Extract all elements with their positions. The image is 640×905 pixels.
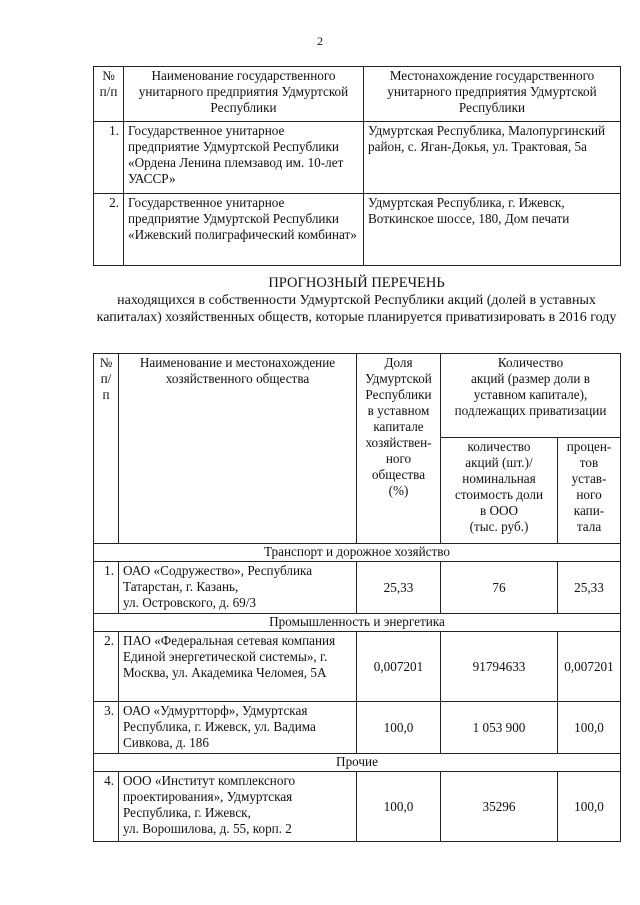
row-num: 4. [94,772,119,842]
table-row [94,702,621,754]
percent-value: 25,33 [558,562,621,614]
share-value: 100,0 [357,772,441,842]
enterprises-table [93,66,621,266]
section-industry: Промышленность и энергетика [94,614,621,632]
shares-table [93,353,621,842]
table-header-row [94,67,621,122]
company-name: ПАО «Федеральная сетевая компания Единой энергетической системы», г. Москва, ул. Академика Челомея, 5А [119,632,357,702]
count-value: 35296 [441,772,558,842]
percent-value: 100,0 [558,702,621,754]
count-value: 1 053 900 [441,702,558,754]
table-header-row [94,354,621,438]
forecast-title: ПРОГНОЗНЫЙ ПЕРЕЧЕНЬ [268,275,445,291]
table-row [94,632,621,702]
enterprise-name: Государственное унитарное предприятие Удмуртской Республики «Ижевский полиграфический комбинат» [124,194,364,266]
section-transport: Транспорт и дорожное хозяйство [94,544,621,562]
header-num: № п/п [94,67,124,122]
row-num: 1. [94,122,124,194]
header-enterprise-location: Местонахождение государственного унитарного предприятия Удмуртской Республики [364,67,621,122]
company-name: ООО «Институт комплексного проектирования», Удмуртская Республика, г. Ижевск, ул. Ворошилова, д. 55, корп. 2 [119,772,357,842]
row-num: 1. [94,562,119,614]
row-num: 3. [94,702,119,754]
forecast-subtitle: находящихся в собственности Удмуртской Республики акций (долей в уставных капиталах) хозяйственных обществ, которые планируется приватизировать в 2016 году [96,293,617,325]
table-row [94,772,621,842]
header-share: Доля Удмуртской Республики в уставном капитале хозяйствен- ного общества (%) [357,354,441,544]
share-value: 0,007201 [357,632,441,702]
header-num: № п/п [94,354,119,544]
forecast-heading [93,275,620,326]
header-company: Наименование и местонахождение хозяйственного общества [119,354,357,544]
section-other: Прочие [94,754,621,772]
section-row [94,754,621,772]
count-value: 91794633 [441,632,558,702]
table-row [94,194,621,266]
header-quantity-percent: процен- тов устав- ного капи- тала [558,438,621,544]
row-num: 2. [94,632,119,702]
share-value: 25,33 [357,562,441,614]
table-row [94,562,621,614]
page-number: 2 [317,34,323,48]
enterprise-location: Удмуртская Республика, Малопургинский район, с. Яган-Докья, ул. Трактовая, 5а [364,122,621,194]
share-value: 100,0 [357,702,441,754]
section-row [94,544,621,562]
percent-value: 100,0 [558,772,621,842]
count-value: 76 [441,562,558,614]
enterprise-name: Государственное унитарное предприятие Удмуртской Республики «Ордена Ленина племзавод им. 10-лет УАССР» [124,122,364,194]
percent-value: 0,007201 [558,632,621,702]
company-name: ОАО «Удмуртторф», Удмуртская Республика, г. Ижевск, ул. Вадима Сивкова, д. 186 [119,702,357,754]
company-name: ОАО «Содружество», Республика Татарстан, г. Казань, ул. Островского, д. 69/3 [119,562,357,614]
header-quantity: Количество акций (размер доли в уставном капитале), подлежащих приватизации [441,354,621,438]
section-row [94,614,621,632]
row-num: 2. [94,194,124,266]
header-quantity-units: количество акций (шт.)/ номинальная стоимость доли в ООО (тыс. руб.) [441,438,558,544]
enterprise-location: Удмуртская Республика, г. Ижевск, Воткинское шоссе, 180, Дом печати [364,194,621,266]
table-row [94,122,621,194]
header-enterprise-name: Наименование государственного унитарного предприятия Удмуртской Республики [124,67,364,122]
